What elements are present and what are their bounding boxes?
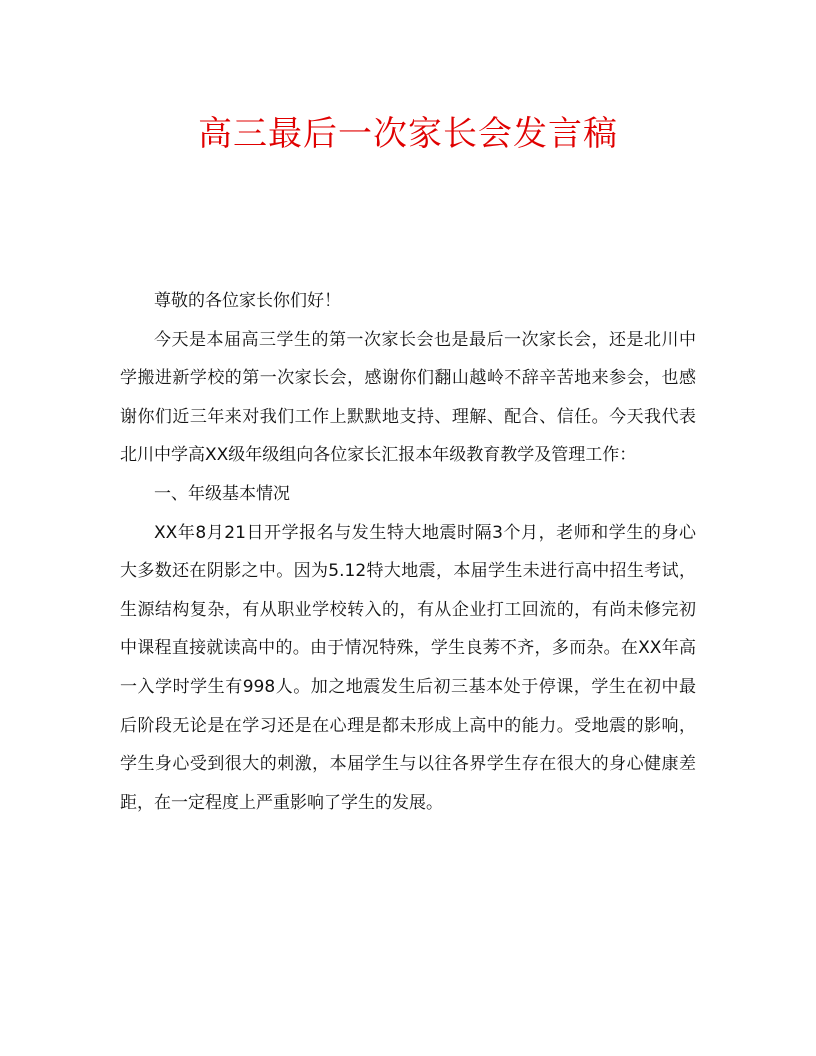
- situation-paragraph: XX年8月21日开学报名与发生特大地震时隔3个月，老师和学生的身心大多数还在阴影之中。因为5.12特大地震，本届学生未进行高中招生考试，生源结构复杂，有从职业学校转入的，有从企业打工回流的，有尚未修完初中课程直接就读高中的。由于情况特殊，学生良莠不齐，多而杂。在XX年高一入学时学生有998人。加之地震发生后初三基本处于停课，学生在初中最后阶段无论是在学习还是在心理是都未形成上高中的能力。受地震的影响，学生身心受到很大的刺激，本届学生与以往各界学生存在很大的身心健康差距，在一定程度上严重影响了学生的发展。: [120, 522, 696, 813]
- document-title: 高三最后一次家长会发言稿: [198, 114, 618, 154]
- intro-paragraph: 今天是本届高三学生的第一次家长会也是最后一次家长会，还是北川中学搬进新学校的第一次家长会，感谢你们翻山越岭不辞辛苦地来参会，也感谢你们近三年来对我们工作上默默地支持、理解、配合、信任。今天我代表北川中学高XX级年级组向各位家长汇报本年级教育教学及管理工作：: [120, 329, 696, 466]
- section-heading: 一、年级基本情况: [154, 483, 290, 504]
- greeting-paragraph: 尊敬的各位家长你们好！: [154, 291, 341, 311]
- document-body: [120, 282, 696, 822]
